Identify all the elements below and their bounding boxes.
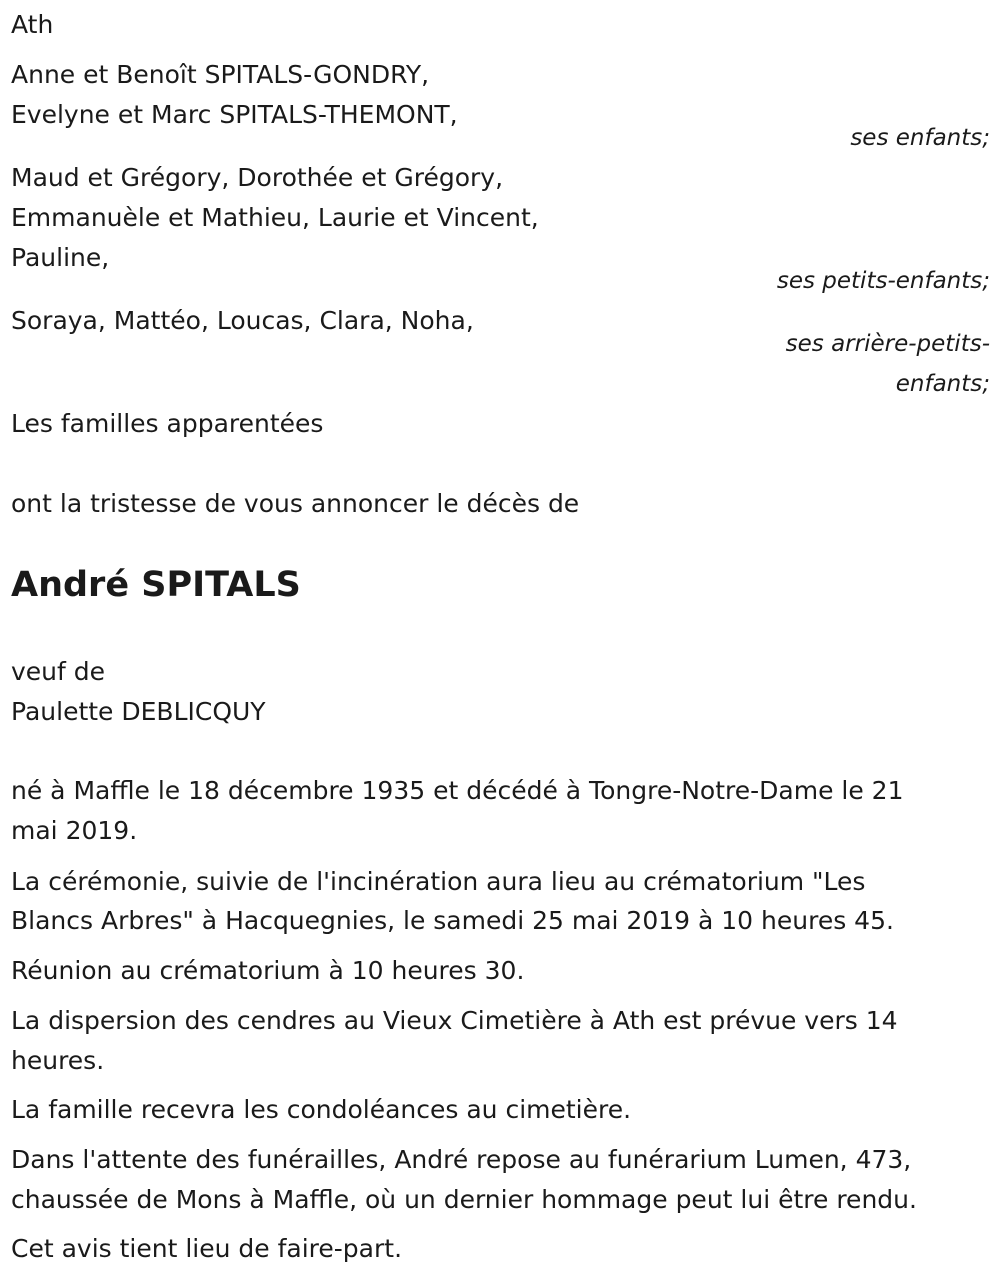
children-line: Anne et Benoît SPITALS-GONDRY, <box>11 60 430 89</box>
grandchildren-line: Maud et Grégory, Dorothée et Grégory, <box>11 163 504 192</box>
paragraph-line: Dans l'attente des funérailles, André repose au funérarium Lumen, 473, <box>11 1145 912 1174</box>
widower-line: Paulette DEBLICQUY <box>11 697 266 726</box>
great-grandchildren-line: Soraya, Mattéo, Loucas, Clara, Noha, <box>11 306 474 335</box>
paragraph-line: né à Maffle le 18 décembre 1935 et décédé à Tongre-Notre-Dame le 21 <box>11 776 904 805</box>
paragraph-line: chaussée de Mons à Maffle, où un dernier hommage peut lui être rendu. <box>11 1185 917 1214</box>
widower-line: veuf de <box>11 657 106 686</box>
great-grandchildren-role: enfants; <box>895 371 990 397</box>
grandchildren-line: Pauline, <box>11 243 110 272</box>
grandchildren-line: Emmanuèle et Mathieu, Laurie et Vincent, <box>11 203 539 232</box>
paragraph-line: Blancs Arbres" à Hacquegnies, le samedi 25 mai 2019 à 10 heures 45. <box>11 906 894 935</box>
announcement-line: ont la tristesse de vous annoncer le décès de <box>11 489 580 518</box>
great-grandchildren-role: ses arrière-petits- <box>785 331 990 357</box>
grandchildren-role: ses petits-enfants; <box>776 268 990 294</box>
paragraph-line: mai 2019. <box>11 816 138 845</box>
children-role: ses enfants; <box>850 125 990 151</box>
children-line: Evelyne et Marc SPITALS-THEMONT, <box>11 100 458 129</box>
paragraph-line: Réunion au crématorium à 10 heures 30. <box>11 956 525 985</box>
paragraph-line: heures. <box>11 1046 105 1075</box>
paragraph-line: Cet avis tient lieu de faire-part. <box>11 1234 403 1263</box>
paragraph-line: La dispersion des cendres au Vieux Cimetière à Ath est prévue vers 14 <box>11 1006 898 1035</box>
families-line: Les familles apparentées <box>11 409 324 438</box>
place-name: Ath <box>11 10 54 39</box>
deceased-name: André SPITALS <box>11 565 301 605</box>
paragraph-line: La famille recevra les condoléances au cimetière. <box>11 1095 632 1124</box>
paragraph-line: La cérémonie, suivie de l'incinération aura lieu au crématorium "Les <box>11 867 866 896</box>
